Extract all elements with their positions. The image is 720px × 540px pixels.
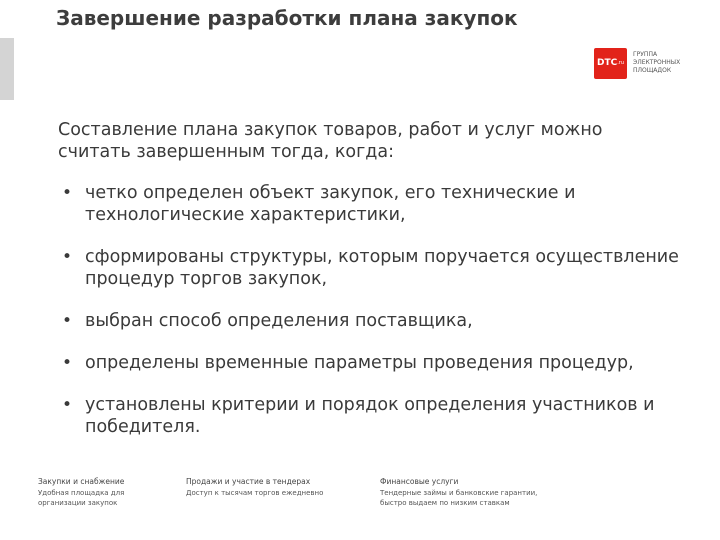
footer-heading: Финансовые услуги xyxy=(380,477,459,486)
footer-heading: Закупки и снабжение xyxy=(38,477,125,486)
logo-mark-sub: .ru xyxy=(617,60,625,66)
list-item-text: установлены критерии и порядок определения участников и победителя. xyxy=(85,395,655,437)
list-item-text: сформированы структуры, которым поручается осуществление процедур торгов закупок, xyxy=(85,247,679,289)
bullet-list xyxy=(62,182,682,458)
logo-mark-main: DTC xyxy=(596,58,618,68)
footer-text: Доступ к тысячам торгов ежедневно xyxy=(186,489,324,497)
footer-column-finance xyxy=(380,477,580,508)
footer-text: организации закупок xyxy=(38,499,118,507)
list-item xyxy=(62,182,682,226)
footer-text: Тендерные займы и банковские гарантии, xyxy=(380,489,538,497)
brand-logo xyxy=(594,47,680,79)
logo-line: ПЛОЩАДОК xyxy=(633,67,672,74)
intro-paragraph: Составление плана закупок товаров, работ и услуг можно считать завершенным тогда, когда: xyxy=(58,120,603,162)
accent-bar xyxy=(0,38,14,100)
footer-column-sales xyxy=(186,477,380,508)
footer-text: Удобная площадка для xyxy=(38,489,125,497)
list-item xyxy=(62,352,682,374)
logo-line: ГРУППА xyxy=(633,51,658,58)
bullet-icon: • xyxy=(62,395,73,415)
page-title: Завершение разработки плана закупок xyxy=(56,6,518,30)
bullet-icon: • xyxy=(62,311,73,331)
logo-line: ЭЛЕКТРОННЫХ xyxy=(633,59,681,66)
list-item-text: выбран способ определения поставщика, xyxy=(85,311,473,331)
bullet-icon: • xyxy=(62,183,73,203)
logo-text xyxy=(633,51,680,75)
footer-text: быстро выдаем по низким ставкам xyxy=(380,499,510,507)
footer xyxy=(38,477,678,508)
list-item xyxy=(62,246,682,290)
list-item xyxy=(62,394,682,438)
bullet-icon: • xyxy=(62,353,73,373)
list-item-text: определены временные параметры проведения процедур, xyxy=(85,353,634,373)
list-item-text: четко определен объект закупок, его технические и технологические характеристики, xyxy=(85,183,576,225)
list-item xyxy=(62,310,682,332)
logo-mark xyxy=(594,48,627,79)
bullet-icon: • xyxy=(62,247,73,267)
footer-heading: Продажи и участие в тендерах xyxy=(186,477,311,486)
footer-column-procurement xyxy=(38,477,186,508)
